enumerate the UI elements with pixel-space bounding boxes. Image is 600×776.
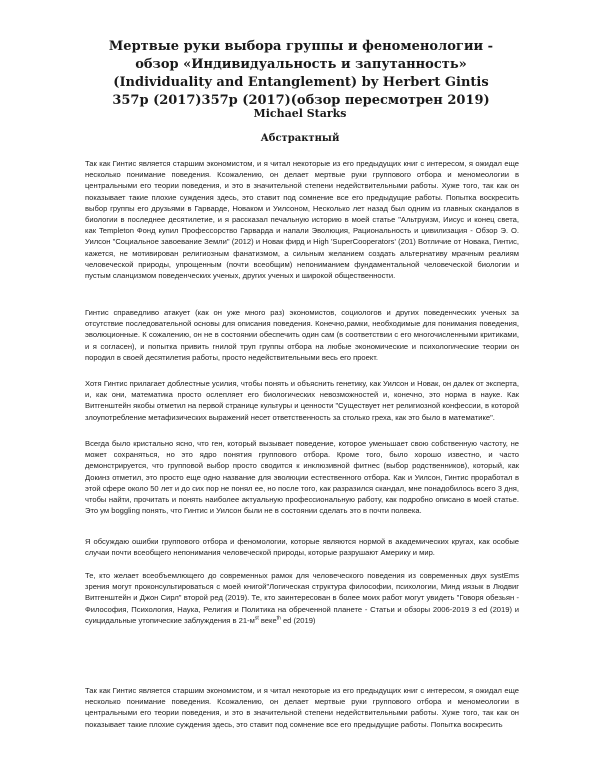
paragraph-7: Так как Гинтис является старшим экономистом, и я читал некоторые из его предыдущих книг с интересом, я ожидал еще несколько понимание поведения. Ксожалению, он делает мертвые руки группового отбора и меномеологии в центральными его теории поведения, и это в значительной степени недействительными работы. Хуже того, так как он показывает такие плохие суждения здесь, это ставит под сомнение все его предыдущие работы. Попытка воскресить [85,686,519,729]
paragraph-6-superscript: st [254,615,259,622]
abstract-heading: Абстрактный [260,133,340,144]
paragraph-6-text: Те, кто желает всеобъемлющего до современных рамок для человеческого поведения из современных двух systEms зрения могут проконсультироваться с моей книгой"Логическая структура философии, психологии, Минд иязык в Людвиг Витгенштейн и Джон Сирл" второй ред (2019). Те, кто заинтересован в более моих работ могут увидеть "Говоря обезьян - Философия, Психология, Наука, Религия и Политика на обреченной планете - Статьи и обзоры 2006-2019 3 ed (2019) и суицидальные утопические заблуждения в 21-м [85,571,519,625]
paragraph-4: Всегда было кристально ясно, что ген, который вызывает поведение, которое уменьшает свою собственную частоту, не может сохраняться, но это ядро понятия группового отбора. Кроме того, было хорошо известно, и часто демонстрируется, что групповой выбор просто сводится к инклюзивной фитнес (выбор родственников), который, как Докинз отметил, это просто еще одно название для эволюции естественного отбора. Как и Уилсон, Гинтис проработал в этой сфере около 50 лет и до сих пор не понял ее, но после того, как разразился скандал, мне понадобилось всего 3 дня, чтобы найти, прочитать и понять наиболее актуальную профессиональную работу, как подробно описано в моей статье. Это ум boggling понять, что Гинтис и Уилсон были не в состоянии сделать это в почти полвека. [85,439,519,516]
paragraph-6-superscript-2: th [276,615,281,622]
paragraph-6-mid: веке [258,615,277,625]
document-title: Мертвые руки выбора группы и феноменологии - обзор «Индивидуальность и запутанность» (Individuality and Entanglement) by Herbert Gintis 357p (2017)357p (2017)(обзор пересмотрен 2019) [108,39,494,108]
paragraph-5: Я обсуждаю ошибки группового отбора и феномологии, которые являются нормой в академических кругах, как особые случаи почти всеобщего непонимания человеческой природы, которые разрушают Америку и мир. [85,537,519,558]
paragraph-3: Хотя Гинтис прилагает доблестные усилия, чтобы понять и объяснить генетику, как Уилсон и Новак, он далек от эксперта, и, как они, математика просто ослепляет его биологических невозможностей и, конечно, это норма в науке. Как Витгенштейн якобы отметил на первой странице культуры и ценности "Существует нет религиозной конфессии, в которой злоупотребление метафизических выражений несет ответственность за столько греха, как это было в математике". [85,379,519,422]
paragraph-6-end: ed (2019) [280,615,316,625]
paragraph-6 [85,570,519,626]
paragraph-2: Гинтис справедливо атакует (как он уже много раз) экономистов, социологов и других поведенческих ученых за отсутствие последовательной основы для описания поведения. Конечно,рамки, необходимые для понимания поведения, эволюционные. К сожалению, он не в состоянии обеспечить один сам (в соответствии с его многочисленными критиками, и я согласен), и попытка привить гнилой труп группы отбора на любые экономические и психологические теории он породил в своей десятилетия работы, просто недействительными весь его проект. [85,308,519,362]
author-name: Michael Starks [253,107,347,120]
paragraph-1: Так как Гинтис является старшим экономистом, и я читал некоторые из его предыдущих книг с интересом, я ожидал еще несколько понимание поведения. Ксожалению, он делает мертвые руки группового отбора и меномеологии в центральными его теории поведения, и это в значительной степени недействительными работы. Хуже того, так как он показывает такие плохие суждения здесь, это ставит под сомнение все его предыдущие работы. Попытка воскресить выбор группы его друзьями в Гарварде, Новаком и Уилсоном, Несколько лет назад был одним из главных скандалов в биологии в последнее десятилетие, и я рассказал печальную историю в моей статье "Альтруизм, Иисус и конец света, как Templeton Фонд купил Профессорство Гарварда и напали Эволюция, Рациональность и цивилизация - Обзор Э. О. Уилсон "Социальное завоевание Земли" (2012) и Новак фирд и High 'SuperCooperators' (201) Вотличие от Новака, Гинтис, кажется, не мотивирован религиозным фанатизмом, а сильным желанием создать альтернативу мрачным реалиям человеческой природы, упрощенным (почти всеобщим) непониманием фундаментальной человеческой биологии и пустым сланцизмом поведенческих ученых, других ученых и широкой общественности. [85,159,519,281]
